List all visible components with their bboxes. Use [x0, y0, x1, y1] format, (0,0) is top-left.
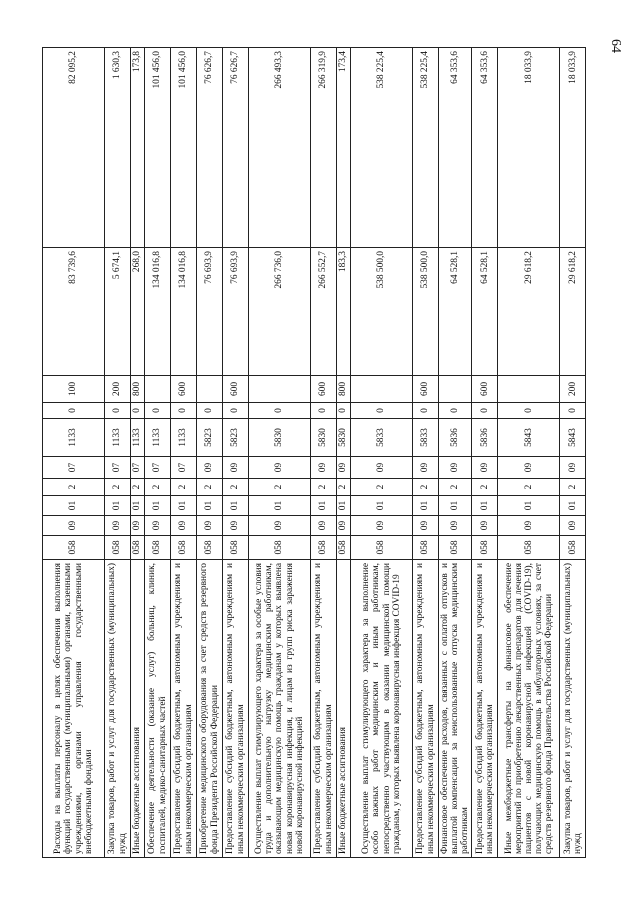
amount-executed: 1 630,3: [105, 48, 131, 248]
subsection-code: 01: [439, 496, 472, 516]
ministry-code: 058: [413, 536, 439, 560]
sub-direction-code: 0: [351, 403, 413, 419]
amount-planned: 538 500,0: [351, 248, 413, 376]
subprogram-code: 09: [197, 457, 223, 479]
ministry-code: 058: [351, 536, 413, 560]
program-code: 2: [223, 479, 249, 496]
amount-planned: 64 528,1: [472, 248, 498, 376]
table-row: [311, 48, 337, 858]
subprogram-code: 09: [498, 457, 560, 479]
program-code: 2: [311, 479, 337, 496]
table-row: [171, 48, 197, 858]
direction-code: 5836: [439, 419, 472, 457]
expense-type-code: 600: [413, 376, 439, 403]
sub-direction-code: 0: [197, 403, 223, 419]
subprogram-code: 07: [171, 457, 197, 479]
amount-planned: 538 500,0: [413, 248, 439, 376]
amount-executed: 18 033,9: [498, 48, 560, 248]
row-name: Осуществление выплат стимулирующего характера за выполнение особо важных работ медицинским и иным работникам, непосредственно участвующим в оказании медицинской помощи гражданам, у которых выявлена коронавирусная инфекция COVID-19: [351, 560, 413, 858]
ministry-code: 058: [171, 536, 197, 560]
ministry-code: 058: [472, 536, 498, 560]
subsection-code: 01: [311, 496, 337, 516]
rotated-table-wrapper: [42, 48, 583, 858]
table-row: [145, 48, 171, 858]
amount-executed: 64 353,6: [472, 48, 498, 248]
amount-executed: 76 626,7: [223, 48, 249, 248]
ministry-code: 058: [311, 536, 337, 560]
program-code: 2: [498, 479, 560, 496]
sub-direction-code: 0: [145, 403, 171, 419]
direction-code: 5836: [472, 419, 498, 457]
direction-code: 5830: [249, 419, 311, 457]
subprogram-code: 07: [105, 457, 131, 479]
subprogram-code: 09: [311, 457, 337, 479]
sub-direction-code: 0: [43, 403, 105, 419]
table-row: [105, 48, 131, 858]
subsection-code: 01: [249, 496, 311, 516]
program-code: 2: [472, 479, 498, 496]
section-code: 09: [439, 516, 472, 536]
row-name: Иные бюджетные ассигнования: [131, 560, 145, 858]
table-row: [337, 48, 351, 858]
ministry-code: 058: [131, 536, 145, 560]
program-code: 2: [351, 479, 413, 496]
sub-direction-code: 0: [413, 403, 439, 419]
expense-type-code: 800: [131, 376, 145, 403]
amount-executed: 173,8: [131, 48, 145, 248]
sub-direction-code: 0: [498, 403, 560, 419]
row-name: Иные бюджетные ассигнования: [337, 560, 351, 858]
subsection-code: 01: [131, 496, 145, 516]
table-row: [249, 48, 311, 858]
program-code: 2: [105, 479, 131, 496]
row-name: Закупка товаров, работ и услуг для государственных (муниципальных) нужд: [560, 560, 586, 858]
sub-direction-code: 0: [337, 403, 351, 419]
direction-code: 5833: [413, 419, 439, 457]
section-code: 09: [131, 516, 145, 536]
subprogram-code: 09: [337, 457, 351, 479]
sub-direction-code: 0: [311, 403, 337, 419]
direction-code: 5833: [351, 419, 413, 457]
table-row: [560, 48, 586, 858]
amount-executed: 266 319,9: [311, 48, 337, 248]
amount-planned: 76 693,9: [197, 248, 223, 376]
subprogram-code: 07: [145, 457, 171, 479]
table-row: [43, 48, 105, 858]
subsection-code: 01: [171, 496, 197, 516]
section-code: 09: [413, 516, 439, 536]
row-name: Закупка товаров, работ и услуг для государственных (муниципальных) нужд: [105, 560, 131, 858]
row-name: Приобретение медицинского оборудования за счет средств резервного фонда Президента Российской Федерации: [197, 560, 223, 858]
amount-executed: 82 095,2: [43, 48, 105, 248]
subprogram-code: 09: [560, 457, 586, 479]
subprogram-code: 09: [249, 457, 311, 479]
ministry-code: 058: [439, 536, 472, 560]
section-code: 09: [351, 516, 413, 536]
expense-type-code: 200: [560, 376, 586, 403]
row-name: Иные межбюджетные трансферты на финансовое обеспечение мероприятий по приобретению лекарственных препаратов для лечения пациентов с новой коронавирусной инфекцией (COVID-19), получающих медицинскую помощь в амбулаторных условиях, за счет средств резервного фонда Правительства Российской Федерации: [498, 560, 560, 858]
amount-executed: 18 033,9: [560, 48, 586, 248]
program-code: 2: [413, 479, 439, 496]
ministry-code: 058: [560, 536, 586, 560]
amount-executed: 538 225,4: [351, 48, 413, 248]
program-code: 2: [171, 479, 197, 496]
table-row: [351, 48, 413, 858]
section-code: 09: [311, 516, 337, 536]
amount-executed: 538 225,4: [413, 48, 439, 248]
amount-planned: 183,3: [337, 248, 351, 376]
table-row: [439, 48, 472, 858]
amount-executed: 266 493,3: [249, 48, 311, 248]
ministry-code: 058: [43, 536, 105, 560]
sub-direction-code: 0: [171, 403, 197, 419]
amount-planned: 83 739,6: [43, 248, 105, 376]
subsection-code: 01: [560, 496, 586, 516]
subsection-code: 01: [337, 496, 351, 516]
sub-direction-code: 0: [131, 403, 145, 419]
amount-planned: 266 552,7: [311, 248, 337, 376]
amount-executed: 64 353,6: [439, 48, 472, 248]
program-code: 2: [197, 479, 223, 496]
direction-code: 1133: [131, 419, 145, 457]
ministry-code: 058: [337, 536, 351, 560]
expense-type-code: [249, 376, 311, 403]
row-name: Предоставление субсидий бюджетным, автономным учреждениям и иным некоммерческим организациям: [223, 560, 249, 858]
section-code: 09: [197, 516, 223, 536]
row-name: Расходы на выплаты персоналу в целях обеспечения выполнения функций государственными (муниципальными) органами, казенными учреждениями, органами управления государственными внебюджетными фондами: [43, 560, 105, 858]
subprogram-code: 09: [413, 457, 439, 479]
subsection-code: 01: [197, 496, 223, 516]
subsection-code: 01: [145, 496, 171, 516]
row-name: Предоставление субсидий бюджетным, автономным учреждениям и иным некоммерческим организациям: [413, 560, 439, 858]
expense-type-code: 800: [337, 376, 351, 403]
section-code: 09: [498, 516, 560, 536]
subprogram-code: 09: [439, 457, 472, 479]
ministry-code: 058: [197, 536, 223, 560]
direction-code: 5843: [560, 419, 586, 457]
program-code: 2: [249, 479, 311, 496]
subsection-code: 01: [105, 496, 131, 516]
subsection-code: 01: [351, 496, 413, 516]
subsection-code: 01: [472, 496, 498, 516]
expense-type-code: [351, 376, 413, 403]
section-code: 09: [472, 516, 498, 536]
program-code: 2: [145, 479, 171, 496]
amount-executed: 101 456,0: [171, 48, 197, 248]
section-code: 09: [43, 516, 105, 536]
subprogram-code: 07: [131, 457, 145, 479]
ministry-code: 058: [105, 536, 131, 560]
section-code: 09: [337, 516, 351, 536]
expense-type-code: 100: [43, 376, 105, 403]
direction-code: 5830: [337, 419, 351, 457]
row-name: Предоставление субсидий бюджетным, автономным учреждениям и иным некоммерческим организациям: [171, 560, 197, 858]
table-row: [413, 48, 439, 858]
table-row: [498, 48, 560, 858]
amount-executed: 101 456,0: [145, 48, 171, 248]
direction-code: 5823: [223, 419, 249, 457]
expense-type-code: [439, 376, 472, 403]
sub-direction-code: 0: [560, 403, 586, 419]
sub-direction-code: 0: [249, 403, 311, 419]
program-code: 2: [439, 479, 472, 496]
subsection-code: 01: [223, 496, 249, 516]
amount-planned: 268,0: [131, 248, 145, 376]
budget-table: [42, 47, 586, 858]
table-row: [197, 48, 223, 858]
amount-planned: 134 016,8: [145, 248, 171, 376]
expense-type-code: 600: [472, 376, 498, 403]
subprogram-code: 09: [223, 457, 249, 479]
expense-type-code: 200: [105, 376, 131, 403]
subsection-code: 01: [498, 496, 560, 516]
subprogram-code: 09: [351, 457, 413, 479]
expense-type-code: 600: [223, 376, 249, 403]
expense-type-code: 600: [171, 376, 197, 403]
program-code: 2: [43, 479, 105, 496]
expense-type-code: [498, 376, 560, 403]
row-name: Предоставление субсидий бюджетным, автономным учреждениям и иным некоммерческим организациям: [472, 560, 498, 858]
page-number: 64: [608, 39, 623, 53]
program-code: 2: [560, 479, 586, 496]
row-name: Осуществление выплат стимулирующего характера за особые условия труда и дополнительную нагрузку медицинским работникам, оказывающим медицинскую помощь гражданам у которых выявлена новая коронавирусная инфекция, и лицам из групп риска заражения новой коронавирусной инфекцией: [249, 560, 311, 858]
amount-planned: 29 618,2: [498, 248, 560, 376]
table-row: [223, 48, 249, 858]
table-row: [472, 48, 498, 858]
section-code: 09: [145, 516, 171, 536]
direction-code: 5823: [197, 419, 223, 457]
sub-direction-code: 0: [223, 403, 249, 419]
amount-planned: 134 016,8: [171, 248, 197, 376]
ministry-code: 058: [145, 536, 171, 560]
sub-direction-code: 0: [472, 403, 498, 419]
row-name: Обеспечение деятельности (оказание услуг) больниц, клиник, госпиталей, медико-санитарных частей: [145, 560, 171, 858]
direction-code: 1133: [171, 419, 197, 457]
direction-code: 1133: [43, 419, 105, 457]
amount-planned: 29 618,2: [560, 248, 586, 376]
subprogram-code: 09: [472, 457, 498, 479]
expense-type-code: [197, 376, 223, 403]
table-body: [43, 48, 586, 858]
amount-executed: 76 626,7: [197, 48, 223, 248]
direction-code: 5843: [498, 419, 560, 457]
ministry-code: 058: [498, 536, 560, 560]
section-code: 09: [105, 516, 131, 536]
direction-code: 5830: [311, 419, 337, 457]
expense-type-code: 600: [311, 376, 337, 403]
row-name: Предоставление субсидий бюджетным, автономным учреждениям и иным некоммерческим организациям: [311, 560, 337, 858]
amount-planned: 64 528,1: [439, 248, 472, 376]
program-code: 2: [337, 479, 351, 496]
direction-code: 1133: [105, 419, 131, 457]
amount-planned: 266 736,0: [249, 248, 311, 376]
expense-type-code: [145, 376, 171, 403]
section-code: 09: [223, 516, 249, 536]
subprogram-code: 07: [43, 457, 105, 479]
row-name: Финансовое обеспечение расходов, связанных с оплатой отпусков и выплатой компенсации за неиспользованные отпуска медицинским работникам: [439, 560, 472, 858]
amount-executed: 173,4: [337, 48, 351, 248]
subsection-code: 01: [413, 496, 439, 516]
ministry-code: 058: [223, 536, 249, 560]
subsection-code: 01: [43, 496, 105, 516]
table-row: [131, 48, 145, 858]
direction-code: 1133: [145, 419, 171, 457]
amount-planned: 5 674,1: [105, 248, 131, 376]
amount-planned: 76 693,9: [223, 248, 249, 376]
program-code: 2: [131, 479, 145, 496]
sub-direction-code: 0: [439, 403, 472, 419]
section-code: 09: [249, 516, 311, 536]
ministry-code: 058: [249, 536, 311, 560]
sub-direction-code: 0: [105, 403, 131, 419]
section-code: 09: [560, 516, 586, 536]
section-code: 09: [171, 516, 197, 536]
